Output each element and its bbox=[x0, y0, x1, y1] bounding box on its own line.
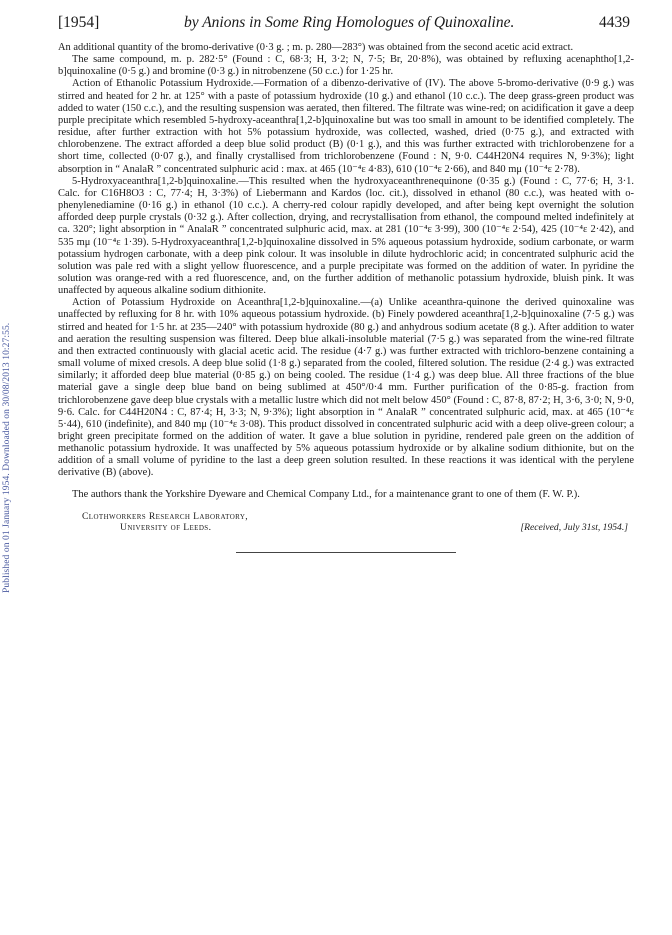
paragraph: An additional quantity of the bromo-derivative (0·3 g. ; m. p. 280—283°) was obtained from the second acetic acid extract. bbox=[58, 42, 574, 53]
paragraph: The same compound, m. p. 282·5° (Found : C, 68·3; H, 3·2; N, 7·5; Br, 20·8%), was obtained by refluxing acenaphtho[1,2-b]quinoxaline (0·5 g.) and bromine (0·3 g.) in nitrobenzene (50 c.c.) for 1·25 hr. bbox=[58, 54, 634, 78]
journal-page bbox=[58, 14, 634, 553]
acknowledgement: The authors thank the Yorkshire Dyeware and Chemical Company Ltd., for a maintenance grant to one of them (F. W. P.). bbox=[72, 488, 580, 500]
header-year: [1954] bbox=[58, 14, 100, 31]
page-number: 4439 bbox=[598, 14, 630, 31]
end-rule bbox=[236, 552, 456, 553]
laboratory-address bbox=[58, 511, 248, 534]
university-line: University of Leeds. bbox=[120, 522, 212, 534]
header-title: by Anions in Some Ring Homologues of Quinoxaline. bbox=[183, 14, 515, 31]
received-date: [Received, July 31st, 1954.] bbox=[520, 522, 628, 534]
laboratory-line: Clothworkers Research Laboratory, bbox=[82, 510, 249, 522]
article-footer bbox=[58, 511, 634, 534]
paragraph: Action of Ethanolic Potassium Hydroxide.—Formation of a dibenzo-derivative of (IV). The above 5-bromo-derivative (0·9 g.) was stirred and heated for 2 hr. at 125° with a paste of potassium hydroxide (10 g.) and ethanol (10 c.c.). The deep grass-green product was added to water (150 c.c.), and the resulting suspension was aerated, then filtered. The filtrate was wine-red; on acidification it gave a deep purple precipitate which resembled 5-hydroxy-aceanthra[1,2-b]quinoxaline but was too small in amount to be identified completely. The residue, after further extraction with hot 5% potassium hydroxide, was collected, washed, dried (0·75 g.), and extracted with chlorobenzene. The extract afforded a deep blue solid product (B) (0·1 g.), and this was further extracted with trichlorobenzene for a short time, collected (0·07 g.), and finally crystallised from trichlorobenzene (Found : N, 9·0. C44H20N4 requires N, 9·3%); light absorption in “ AnalaR ” concentrated sulphuric acid : max. at 465 (10⁻⁴ε 4·83), 610 (10⁻⁴ε 2·66), and 840 mμ (10⁻⁴ε 2·78). bbox=[58, 78, 634, 175]
page-header bbox=[58, 14, 634, 32]
paragraph: 5-Hydroxyaceanthra[1,2-b]quinoxaline.—This resulted when the hydroxyaceanthrenequinone (0·35 g.) (Found : C, 77·6; H, 3·1. Calc. for C16H8O3 : C, 77·4; H, 3·3%) of Liebermann and Kardos (loc. cit.), dissolved in ethanol (80 c.c.), was heated with o-phenylenediamine (0·16 g.) in ethanol (10 c.c.). A cherry-red colour rapidly developed, and after being kept overnight the solution afforded deep purple crystals (0·32 g.). After collection, drying, and recrystallisation from ethanol, the compound melted indefinitely at ca. 320°; light absorption in “ AnalaR ” concentrated sulphuric acid, max. at 281 (10⁻⁴ε 3·99), 300 (10⁻⁴ε 2·54), 425 (10⁻⁴ε 2·42), and 535 mμ (10⁻⁴ε 1·39). 5-Hydroxyaceanthra[1,2-b]quinoxaline dissolved in 5% aqueous potassium hydroxide, sodium carbonate, or warm potassium hydrogen carbonate, with a deep pink colour. It was insoluble in dilute hydrochloric acid; in concentrated sulphuric acid the solution was pale red with a slight yellow fluorescence, and a purple precipitate was formed on the addition of water. In pyridine the solution was orange-red with a red fluorescence, and, on the further addition of methanolic potassium hydroxide, bluish pink. It was unaffected by aqueous alkaline sodium dithionite. bbox=[58, 175, 634, 297]
article-body bbox=[58, 42, 634, 501]
download-notice: Published on 01 January 1954. Downloaded on 30/08/2013 10:27:55. bbox=[2, 322, 12, 594]
paragraph: Action of Potassium Hydroxide on Aceanthra[1,2-b]quinoxaline.—(a) Unlike aceanthra-quinone the derived quinoxaline was unaffected by refluxing for 8 hr. with 10% aqueous potassium hydroxide. (b) Finely powdered aceanthra[1,2-b]quinoxaline (7·5 g.) was stirred and heated for 1·5 hr. at 235—240° with potassium hydroxide (80 g.) and anhydrous sodium acetate (8 g.). After addition to water and aeration the resulting suspension was filtered. Deep blue alkali-insoluble material (7·5 g.) was separated from the wine-red filtrate and then extracted continuously with glacial acetic acid. The residue (4·7 g.) was further extracted with trichloro-benzene containing a small volume of mixed cresols. A deep blue solid (1·8 g.) separated from the cooled, filtered solution. The residue (2·4 g.) was extracted similarly; it afforded deep blue material (0·85 g.) on being cooled. The residue (1·4 g.) was deep blue. All three fractions of the blue material gave a single deep blue band on being sublimed at 450°/0·4 mm. Further purification of the 0·85-g. fraction from trichlorobenzene gave deep blue crystals with a metallic lustre which did not melt below 450° (Found : C, 87·8, 87·2; H, 3·6, 3·0; N, 9·0, 9·6. Calc. for C44H20N4 : C, 87·4; H, 3·3; N, 9·3%); light absorption in “ AnalaR ” concentrated sulphuric acid, max. at 465 (10⁻⁴ε 5·44), 610 (indefinite), and 840 mμ (10⁻⁴ε 3·08). This product dissolved in concentrated sulphuric acid with a deep olive-green colour; a bright green precipitate formed on the addition of water. It gave a blue solution in pyridine, rendered pale green on the addition of methanolic potassium hydroxide. It was unaffected by 5% aqueous potassium hydroxide or by alkaline sodium dithionite, but on the addition of a small volume of pyridine to the last a deep green solution resulted. In these reactions it was identical with the perylene derivative (B) (above). bbox=[58, 297, 634, 479]
